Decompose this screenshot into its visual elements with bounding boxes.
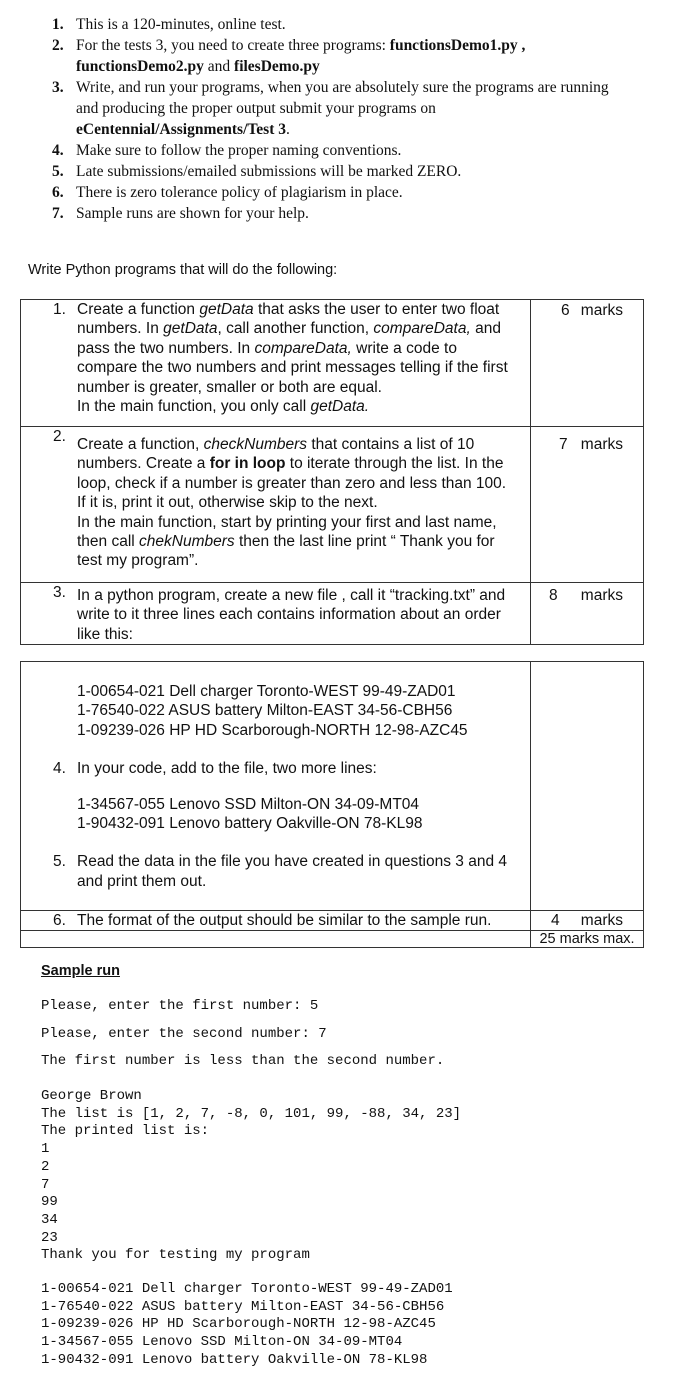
order-line: 1-76540-022 ASUS battery Milton-EAST 34-56-CBH56 bbox=[77, 702, 453, 720]
question-number: 2. bbox=[53, 428, 66, 445]
question-line bbox=[77, 532, 522, 551]
output-line: 1-90432-091 Lenovo battery Oakville-ON 78-KL98 bbox=[41, 1351, 428, 1368]
question-line bbox=[77, 513, 522, 532]
question-number: 1. bbox=[53, 301, 66, 318]
intro-text: Write Python programs that will do the following: bbox=[28, 262, 338, 278]
italic-text: chekNumbers bbox=[139, 533, 235, 551]
question-line bbox=[77, 551, 522, 570]
question-2 bbox=[21, 427, 530, 571]
text-segment: that asks the user to enter two float bbox=[253, 301, 500, 318]
output-line: Thank you for testing my program bbox=[41, 1247, 310, 1264]
instruction-line bbox=[76, 203, 682, 224]
question-line bbox=[77, 435, 522, 454]
question-number: 3. bbox=[53, 584, 66, 601]
question-3 bbox=[21, 583, 530, 644]
output-line: 2 bbox=[41, 1158, 50, 1175]
text-segment: For the tests 3, you need to create three programs: bbox=[76, 37, 390, 54]
table-row bbox=[21, 931, 644, 948]
order-lines-initial bbox=[21, 682, 530, 740]
order-line: 1-09239-026 HP HD Scarborough-NORTH 12-98-AZC45 bbox=[77, 721, 468, 739]
instruction-line bbox=[76, 119, 682, 140]
marks-cell bbox=[531, 427, 644, 583]
instruction-item bbox=[0, 35, 682, 77]
instruction-line bbox=[76, 35, 682, 56]
output-line: 1-09239-026 HP HD Scarborough-NORTH 12-98-AZC45 bbox=[41, 1316, 436, 1333]
table-row bbox=[21, 662, 644, 911]
instruction-line bbox=[76, 56, 682, 77]
instruction-item bbox=[0, 161, 682, 182]
instruction-line bbox=[76, 14, 682, 35]
bold-text: for in loop bbox=[209, 455, 286, 473]
output-line: 1-00654-021 Dell charger Toronto-WEST 99-49-ZAD01 bbox=[41, 1281, 453, 1297]
text-segment: Make sure to follow the proper naming conventions. bbox=[76, 142, 402, 159]
italic-text: compareData, bbox=[254, 339, 352, 357]
question-line bbox=[77, 300, 522, 319]
text-segment: that contains a list of 10 bbox=[307, 436, 475, 453]
marks-cell bbox=[531, 583, 644, 645]
text-segment: then call bbox=[77, 533, 140, 551]
table-row bbox=[21, 427, 644, 583]
question-line bbox=[77, 397, 522, 416]
text-segment: and producing the proper output submit your programs on bbox=[76, 100, 436, 117]
output-line: The list is [1, 2, 7, -8, 0, 101, 99, -88, 34, 23] bbox=[41, 1105, 462, 1122]
sample-output-block-3 bbox=[41, 1281, 453, 1370]
table-row bbox=[21, 911, 644, 931]
question-number: 6. bbox=[53, 912, 66, 929]
output-line: 1-76540-022 ASUS battery Milton-EAST 34-56-CBH56 bbox=[41, 1298, 445, 1315]
instructions-list bbox=[0, 14, 682, 224]
question-line bbox=[77, 625, 522, 644]
table-row bbox=[21, 300, 644, 427]
instruction-line bbox=[76, 161, 682, 182]
italic-text: compareData, bbox=[373, 320, 471, 338]
bold-text: functionsDemo2.py bbox=[76, 58, 204, 75]
text-segment: number is greater, smaller or both are equal. bbox=[77, 378, 382, 396]
italic-text: getData bbox=[163, 320, 218, 338]
sample-run-heading: Sample run bbox=[41, 963, 120, 979]
text-segment: numbers. In bbox=[77, 320, 164, 338]
instruction-item bbox=[0, 182, 682, 203]
text-segment: Write, and run your programs, when you are absolutely sure the programs are running bbox=[76, 79, 609, 96]
instruction-item bbox=[0, 203, 682, 224]
instruction-number: 7. bbox=[52, 205, 64, 222]
output-line: 7 bbox=[41, 1176, 50, 1193]
question-text: The format of the output should be similar to the sample run. bbox=[77, 912, 492, 929]
question-cell bbox=[21, 911, 531, 931]
text-segment: If it is, print it out, otherwise skip to the next. bbox=[77, 494, 378, 512]
instruction-number: 5. bbox=[52, 163, 64, 180]
output-line: The printed list is: bbox=[41, 1123, 210, 1140]
text-segment: Sample runs are shown for your help. bbox=[76, 205, 309, 222]
instruction-line bbox=[76, 98, 682, 119]
question-line: Read the data in the file you have created in questions 3 and 4 bbox=[77, 853, 507, 871]
marks-cell bbox=[531, 911, 644, 931]
output-line: 99 bbox=[41, 1194, 58, 1211]
instruction-item bbox=[0, 77, 682, 140]
output-line: 1-34567-055 Lenovo SSD Milton-ON 34-09-MT04 bbox=[41, 1334, 403, 1351]
text-segment: loop, check if a number is greater than zero and less than 100. bbox=[77, 474, 507, 492]
question-cell bbox=[21, 583, 531, 645]
instruction-number: 3. bbox=[52, 79, 64, 96]
text-segment: numbers. Create a bbox=[77, 455, 210, 473]
total-marks: 25 marks max. bbox=[539, 931, 635, 947]
question-line bbox=[77, 339, 522, 358]
text-segment: write a code to bbox=[351, 339, 457, 357]
questions-table bbox=[20, 299, 644, 645]
question-line bbox=[77, 493, 522, 512]
question-line bbox=[77, 319, 522, 338]
output-line: 34 bbox=[41, 1211, 58, 1228]
marks-number: 7 bbox=[559, 436, 568, 453]
instruction-number: 4. bbox=[52, 142, 64, 159]
order-lines-added bbox=[21, 795, 530, 834]
empty-cell bbox=[21, 931, 531, 948]
instruction-item bbox=[0, 14, 682, 35]
instruction-item bbox=[0, 140, 682, 161]
text-segment: and bbox=[470, 320, 501, 338]
marks-number: 6 bbox=[561, 302, 570, 319]
question-line bbox=[77, 454, 522, 473]
text-segment: In the main function, you only call bbox=[77, 398, 311, 416]
text-segment: write to it three lines each contains information about an order bbox=[77, 606, 501, 624]
question-number: 4. bbox=[53, 760, 66, 778]
text-segment: and bbox=[203, 58, 235, 75]
question-cell bbox=[21, 300, 531, 427]
question-5 bbox=[21, 852, 530, 891]
text-segment: Late submissions/emailed submissions will be marked ZERO. bbox=[76, 163, 462, 180]
marks-cell bbox=[531, 300, 644, 427]
text-segment: like this: bbox=[77, 625, 133, 643]
marks-number: 4 bbox=[551, 912, 560, 929]
bold-text: functionsDemo1.py , bbox=[389, 37, 526, 54]
instruction-line bbox=[76, 182, 682, 203]
sample-prompt-1: Please, enter the first number: 5 bbox=[41, 998, 319, 1014]
instruction-number: 1. bbox=[52, 16, 64, 33]
italic-text: checkNumbers bbox=[203, 436, 308, 453]
italic-text: getData bbox=[199, 301, 254, 318]
question-cell bbox=[21, 662, 531, 911]
text-segment: , call another function, bbox=[217, 320, 374, 338]
marks-label: marks bbox=[580, 302, 623, 319]
bold-text: filesDemo.py bbox=[234, 58, 320, 75]
question-line bbox=[77, 358, 522, 377]
text-segment: This is a 120-minutes, online test. bbox=[76, 16, 286, 33]
marks-cell bbox=[531, 662, 644, 911]
question-line bbox=[77, 378, 522, 397]
marks-label: marks bbox=[580, 436, 623, 453]
sample-prompt-2: Please, enter the second number: 7 bbox=[41, 1026, 327, 1042]
question-6 bbox=[21, 911, 530, 930]
order-line: 1-00654-021 Dell charger Toronto-WEST 99-49-ZAD01 bbox=[77, 683, 456, 700]
instruction-number: 6. bbox=[52, 184, 64, 201]
text-segment: In the main function, start by printing your first and last name, bbox=[77, 513, 497, 531]
text-segment: to iterate through the list. In the bbox=[285, 455, 504, 473]
question-1 bbox=[21, 300, 530, 416]
sample-output-block-2 bbox=[41, 1088, 461, 1265]
output-line: George Brown bbox=[41, 1088, 142, 1104]
marks-number: 8 bbox=[549, 587, 558, 604]
total-cell bbox=[531, 931, 644, 948]
instruction-line bbox=[76, 140, 682, 161]
text-segment: There is zero tolerance policy of plagiarism in place. bbox=[76, 184, 403, 201]
text-segment: In a python program, create a new file , call it “tracking.txt” and bbox=[77, 587, 506, 604]
output-line: 1 bbox=[41, 1141, 50, 1158]
question-line bbox=[77, 474, 522, 493]
text-segment: test my program”. bbox=[77, 552, 199, 570]
question-text: In your code, add to the file, two more lines: bbox=[77, 760, 377, 778]
sample-result: The first number is less than the second number. bbox=[41, 1053, 445, 1069]
output-line: 23 bbox=[41, 1229, 58, 1246]
table-row bbox=[21, 583, 644, 645]
instruction-number: 2. bbox=[52, 37, 64, 54]
order-line: 1-90432-091 Lenovo battery Oakville-ON 78-KL98 bbox=[77, 815, 423, 833]
instruction-line bbox=[76, 77, 682, 98]
italic-text: getData. bbox=[310, 398, 370, 416]
question-cell bbox=[21, 427, 531, 583]
question-4 bbox=[21, 759, 530, 778]
question-line: and print them out. bbox=[77, 872, 207, 890]
marks-label: marks bbox=[580, 587, 623, 604]
questions-table-continued bbox=[20, 661, 644, 948]
text-segment: Create a function, bbox=[77, 436, 204, 453]
text-segment: Create a function bbox=[77, 301, 200, 318]
question-line bbox=[77, 586, 522, 605]
text-segment: then the last line print “ Thank you for bbox=[234, 533, 495, 551]
text-segment: compare the two numbers and print messages telling if the first bbox=[77, 359, 508, 377]
text-segment: pass the two numbers. In bbox=[77, 339, 255, 357]
text-segment: . bbox=[285, 121, 290, 138]
marks-label: marks bbox=[580, 912, 623, 929]
bold-text: eCentennial/Assignments/Test 3 bbox=[76, 121, 286, 138]
question-number: 5. bbox=[53, 853, 66, 871]
order-line: 1-34567-055 Lenovo SSD Milton-ON 34-09-MT04 bbox=[77, 795, 420, 813]
question-line bbox=[77, 605, 522, 624]
